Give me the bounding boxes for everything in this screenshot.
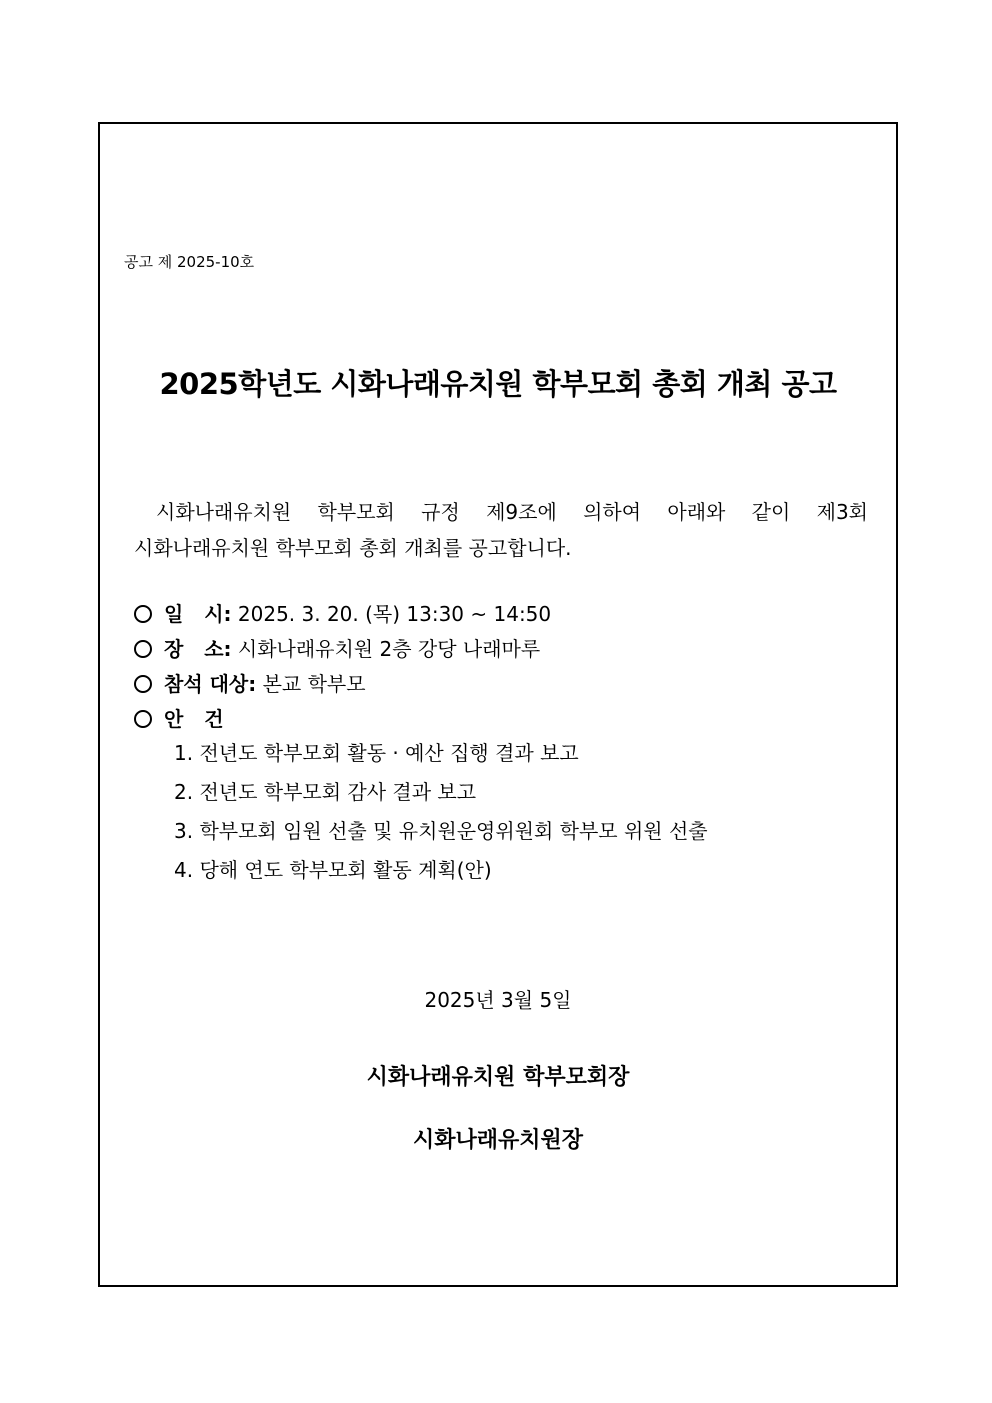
- agenda-item: 2. 전년도 학부모회 감사 결과 보고: [174, 780, 477, 804]
- agenda-list: [174, 734, 708, 890]
- detail-attendees: [134, 667, 551, 702]
- detail-value: 시화나래유치원 2층 강당 나래마루: [231, 637, 541, 661]
- agenda-item: 3. 학부모회 임원 선출 및 유치원운영위원회 학부모 위원 선출: [174, 819, 708, 843]
- detail-label: 참석 대상:: [164, 672, 257, 696]
- signatory-parents-association: 시화나래유치원 학부모회장: [366, 1065, 630, 1090]
- intro-paragraph: [134, 494, 868, 566]
- document-title: 2025학년도 시화나래유치원 학부모회 총회 개최 공고: [159, 367, 837, 401]
- agenda-item: 1. 전년도 학부모회 활동 · 예산 집행 결과 보고: [174, 741, 579, 765]
- signatory-principal: 시화나래유치원장: [412, 1128, 584, 1153]
- detail-label: 안 건: [164, 707, 224, 731]
- circle-bullet-icon: [134, 605, 152, 623]
- detail-location: [134, 632, 551, 667]
- detail-datetime: [134, 597, 551, 632]
- detail-value: 2025. 3. 20. (목) 13:30 ~ 14:50: [231, 602, 552, 626]
- circle-bullet-icon: [134, 710, 152, 728]
- circle-bullet-icon: [134, 640, 152, 658]
- notice-number: 공고 제 2025-10호: [124, 253, 255, 271]
- detail-value: 본교 학부모: [256, 672, 366, 696]
- detail-agenda-heading: [134, 702, 551, 737]
- intro-line-1: 시화나래유치원 학부모회 규정 제9조에 의하여 아래와 같이 제3회: [156, 500, 868, 524]
- detail-label: 장 소:: [164, 637, 232, 661]
- circle-bullet-icon: [134, 675, 152, 693]
- intro-line-2: 시화나래유치원 학부모회 총회 개최를 공고합니다.: [134, 536, 572, 560]
- agenda-item: 4. 당해 연도 학부모회 활동 계획(안): [174, 858, 492, 882]
- detail-list: [134, 597, 551, 737]
- document-date: 2025년 3월 5일: [424, 988, 572, 1012]
- detail-label: 일 시:: [164, 602, 232, 626]
